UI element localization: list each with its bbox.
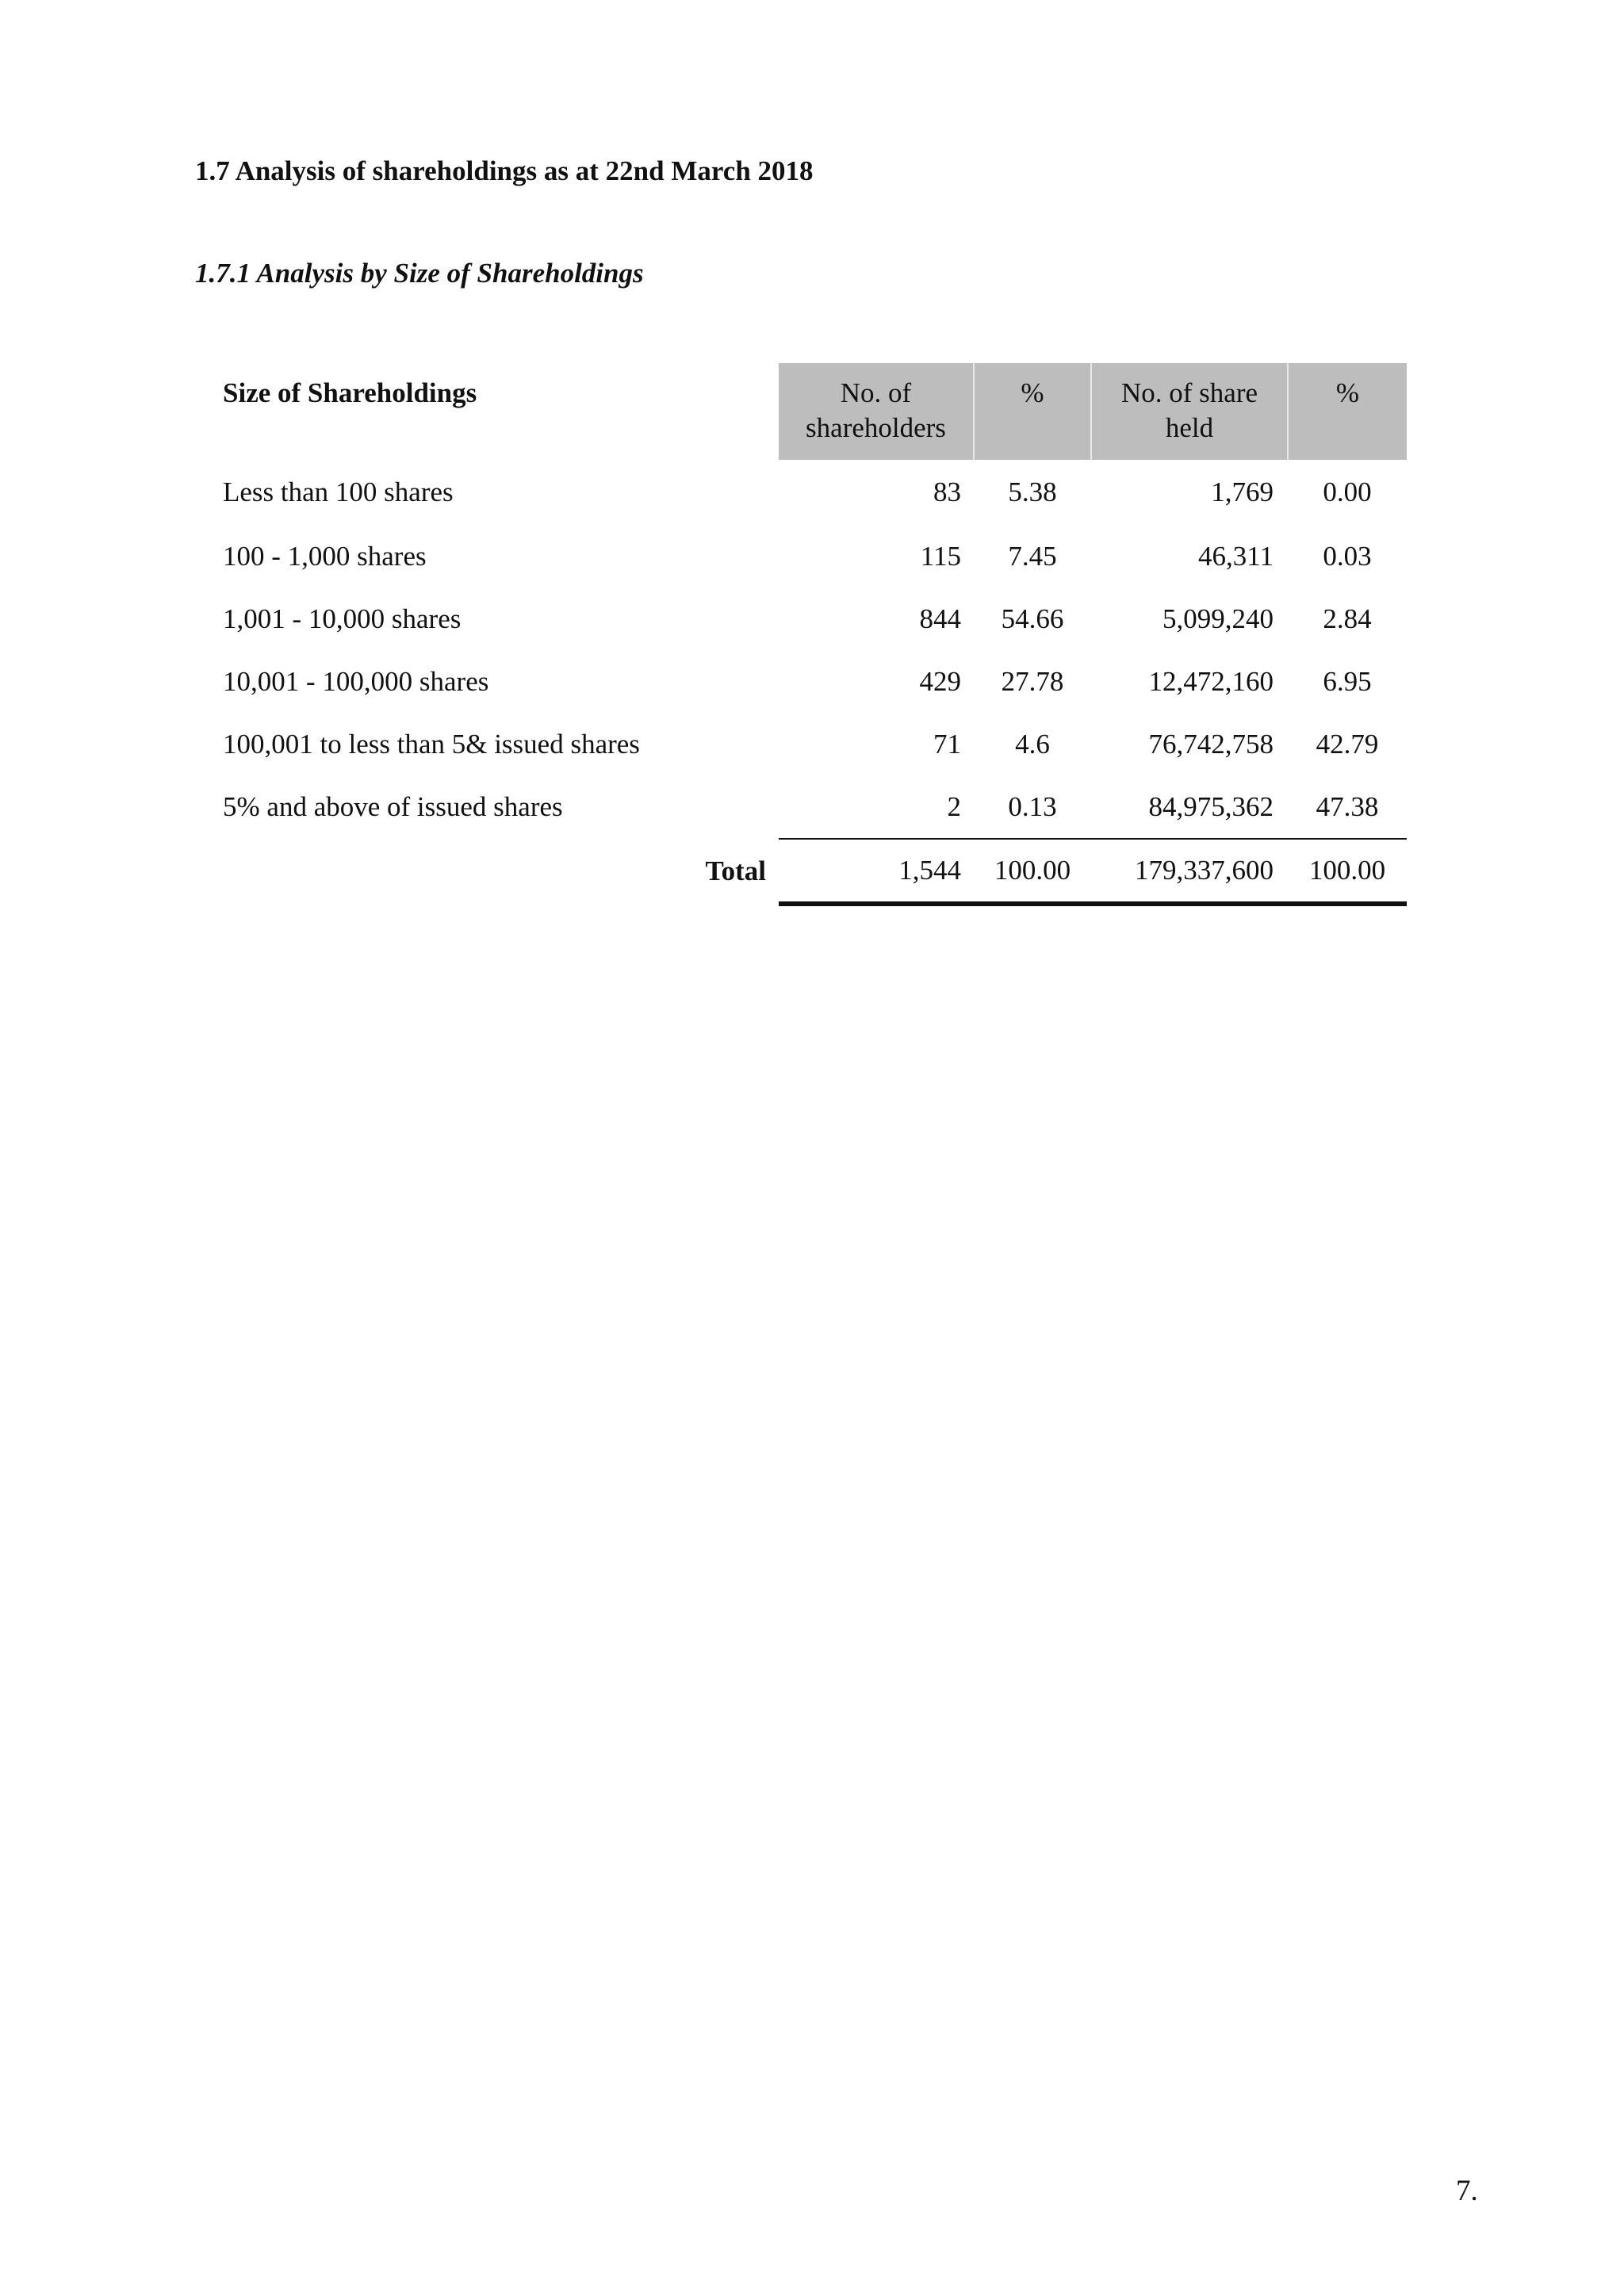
row-pct-shares: 47.38 [1288,775,1407,839]
row-pct-holders: 5.38 [1008,476,1057,507]
table-row [210,587,1407,650]
row-label: 10,001 - 100,000 shares [223,665,489,697]
row-shares: 5,099,240 [1162,603,1274,634]
row-pct-shares: 6.95 [1323,665,1372,697]
total-row [210,839,1407,904]
header-shares-line1: No. of share [1120,377,1258,408]
row-pct-holders: 27.78 [1001,665,1064,697]
row-holders: 83 [933,476,961,507]
row-holders: 429 [919,665,961,697]
header-percent-shares: % [1288,363,1407,460]
shareholdings-table [210,363,1407,906]
table-row [210,713,1407,775]
row-pct-shares: 0.03 [1323,540,1372,572]
row-label: Less than 100 shares [223,476,454,507]
row-pct-holders: 54.66 [1001,603,1064,634]
header-shares-line2: held [1165,412,1214,443]
row-shares: 12,472,160 [1148,665,1274,697]
row-holders: 844 [919,603,961,634]
row-shares: 84,975,362 [1091,775,1288,839]
table-row [210,460,1407,525]
header-no-of-shareholders [779,363,974,460]
row-label: 100 - 1,000 shares [223,540,427,572]
row-pct-holders: 7.45 [1008,540,1057,572]
header-size-of-shareholdings: Size of Shareholdings [223,377,477,408]
row-pct-holders: 4.6 [1015,728,1050,760]
table-header [210,363,1407,460]
table-row [210,525,1407,587]
header-holders-line2: shareholders [806,412,946,443]
row-label: 5% and above of issued shares [223,791,563,822]
row-shares: 46,311 [1198,540,1274,572]
row-holders: 71 [933,728,961,760]
row-holders: 115 [920,540,961,572]
table-body [210,460,1407,839]
row-label: 100,001 to less than 5& issued shares [223,728,640,760]
row-shares: 1,769 [1211,476,1274,507]
table-row [210,775,1407,839]
table-row [210,650,1407,713]
subsection-heading: 1.7.1 Analysis by Size of Shareholdings [195,258,644,289]
header-row [210,363,1407,460]
row-pct-holders: 0.13 [974,775,1091,839]
table-footer [210,839,1407,904]
row-shares: 76,742,758 [1148,728,1274,760]
total-label: Total [705,855,766,886]
row-pct-shares: 0.00 [1323,476,1372,507]
row-pct-shares: 42.79 [1316,728,1379,760]
total-pct-holders: 100.00 [974,839,1091,904]
page-number: 7. [1456,2175,1478,2207]
total-holders: 1,544 [779,839,974,904]
header-percent-holders: % [974,363,1091,460]
total-shares: 179,337,600 [1091,839,1288,904]
header-holders-line1: No. of [840,377,912,408]
total-pct-shares: 100.00 [1288,839,1407,904]
row-pct-shares: 2.84 [1323,603,1372,634]
section-heading: 1.7 Analysis of shareholdings as at 22nd March 2018 [195,155,814,186]
row-holders: 2 [779,775,974,839]
header-no-of-shares-held [1091,363,1288,460]
row-label: 1,001 - 10,000 shares [223,603,462,634]
